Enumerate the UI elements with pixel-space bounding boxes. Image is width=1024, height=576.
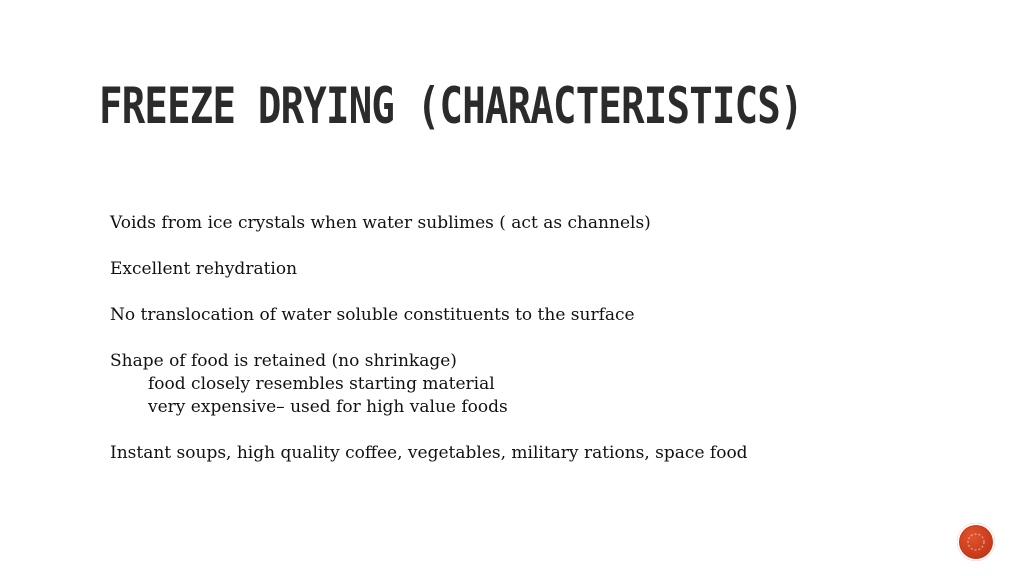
spacer bbox=[110, 327, 930, 350]
sub-point: very expensive– used for high value foods bbox=[148, 397, 508, 417]
bullet-point: Shape of food is retained (no shrinkage) bbox=[110, 351, 457, 371]
bullet-point: No translocation of water soluble constituents to the surface bbox=[110, 305, 635, 325]
slide-body bbox=[110, 212, 930, 465]
bullet-point: Excellent rehydration bbox=[110, 259, 298, 279]
spacer bbox=[110, 419, 930, 442]
spacer bbox=[110, 281, 930, 304]
spacer bbox=[110, 235, 930, 258]
sub-point: food closely resembles starting material bbox=[148, 374, 495, 394]
bullet-point: Instant soups, high quality coffee, vegetables, military rations, space food bbox=[110, 443, 748, 463]
next-slide-icon bbox=[966, 532, 986, 552]
next-slide-button[interactable] bbox=[957, 523, 995, 561]
bullet-point: Voids from ice crystals when water sublimes ( act as channels) bbox=[110, 213, 651, 233]
slide-title: FREEZE DRYING (CHARACTERISTICS) bbox=[99, 77, 803, 135]
